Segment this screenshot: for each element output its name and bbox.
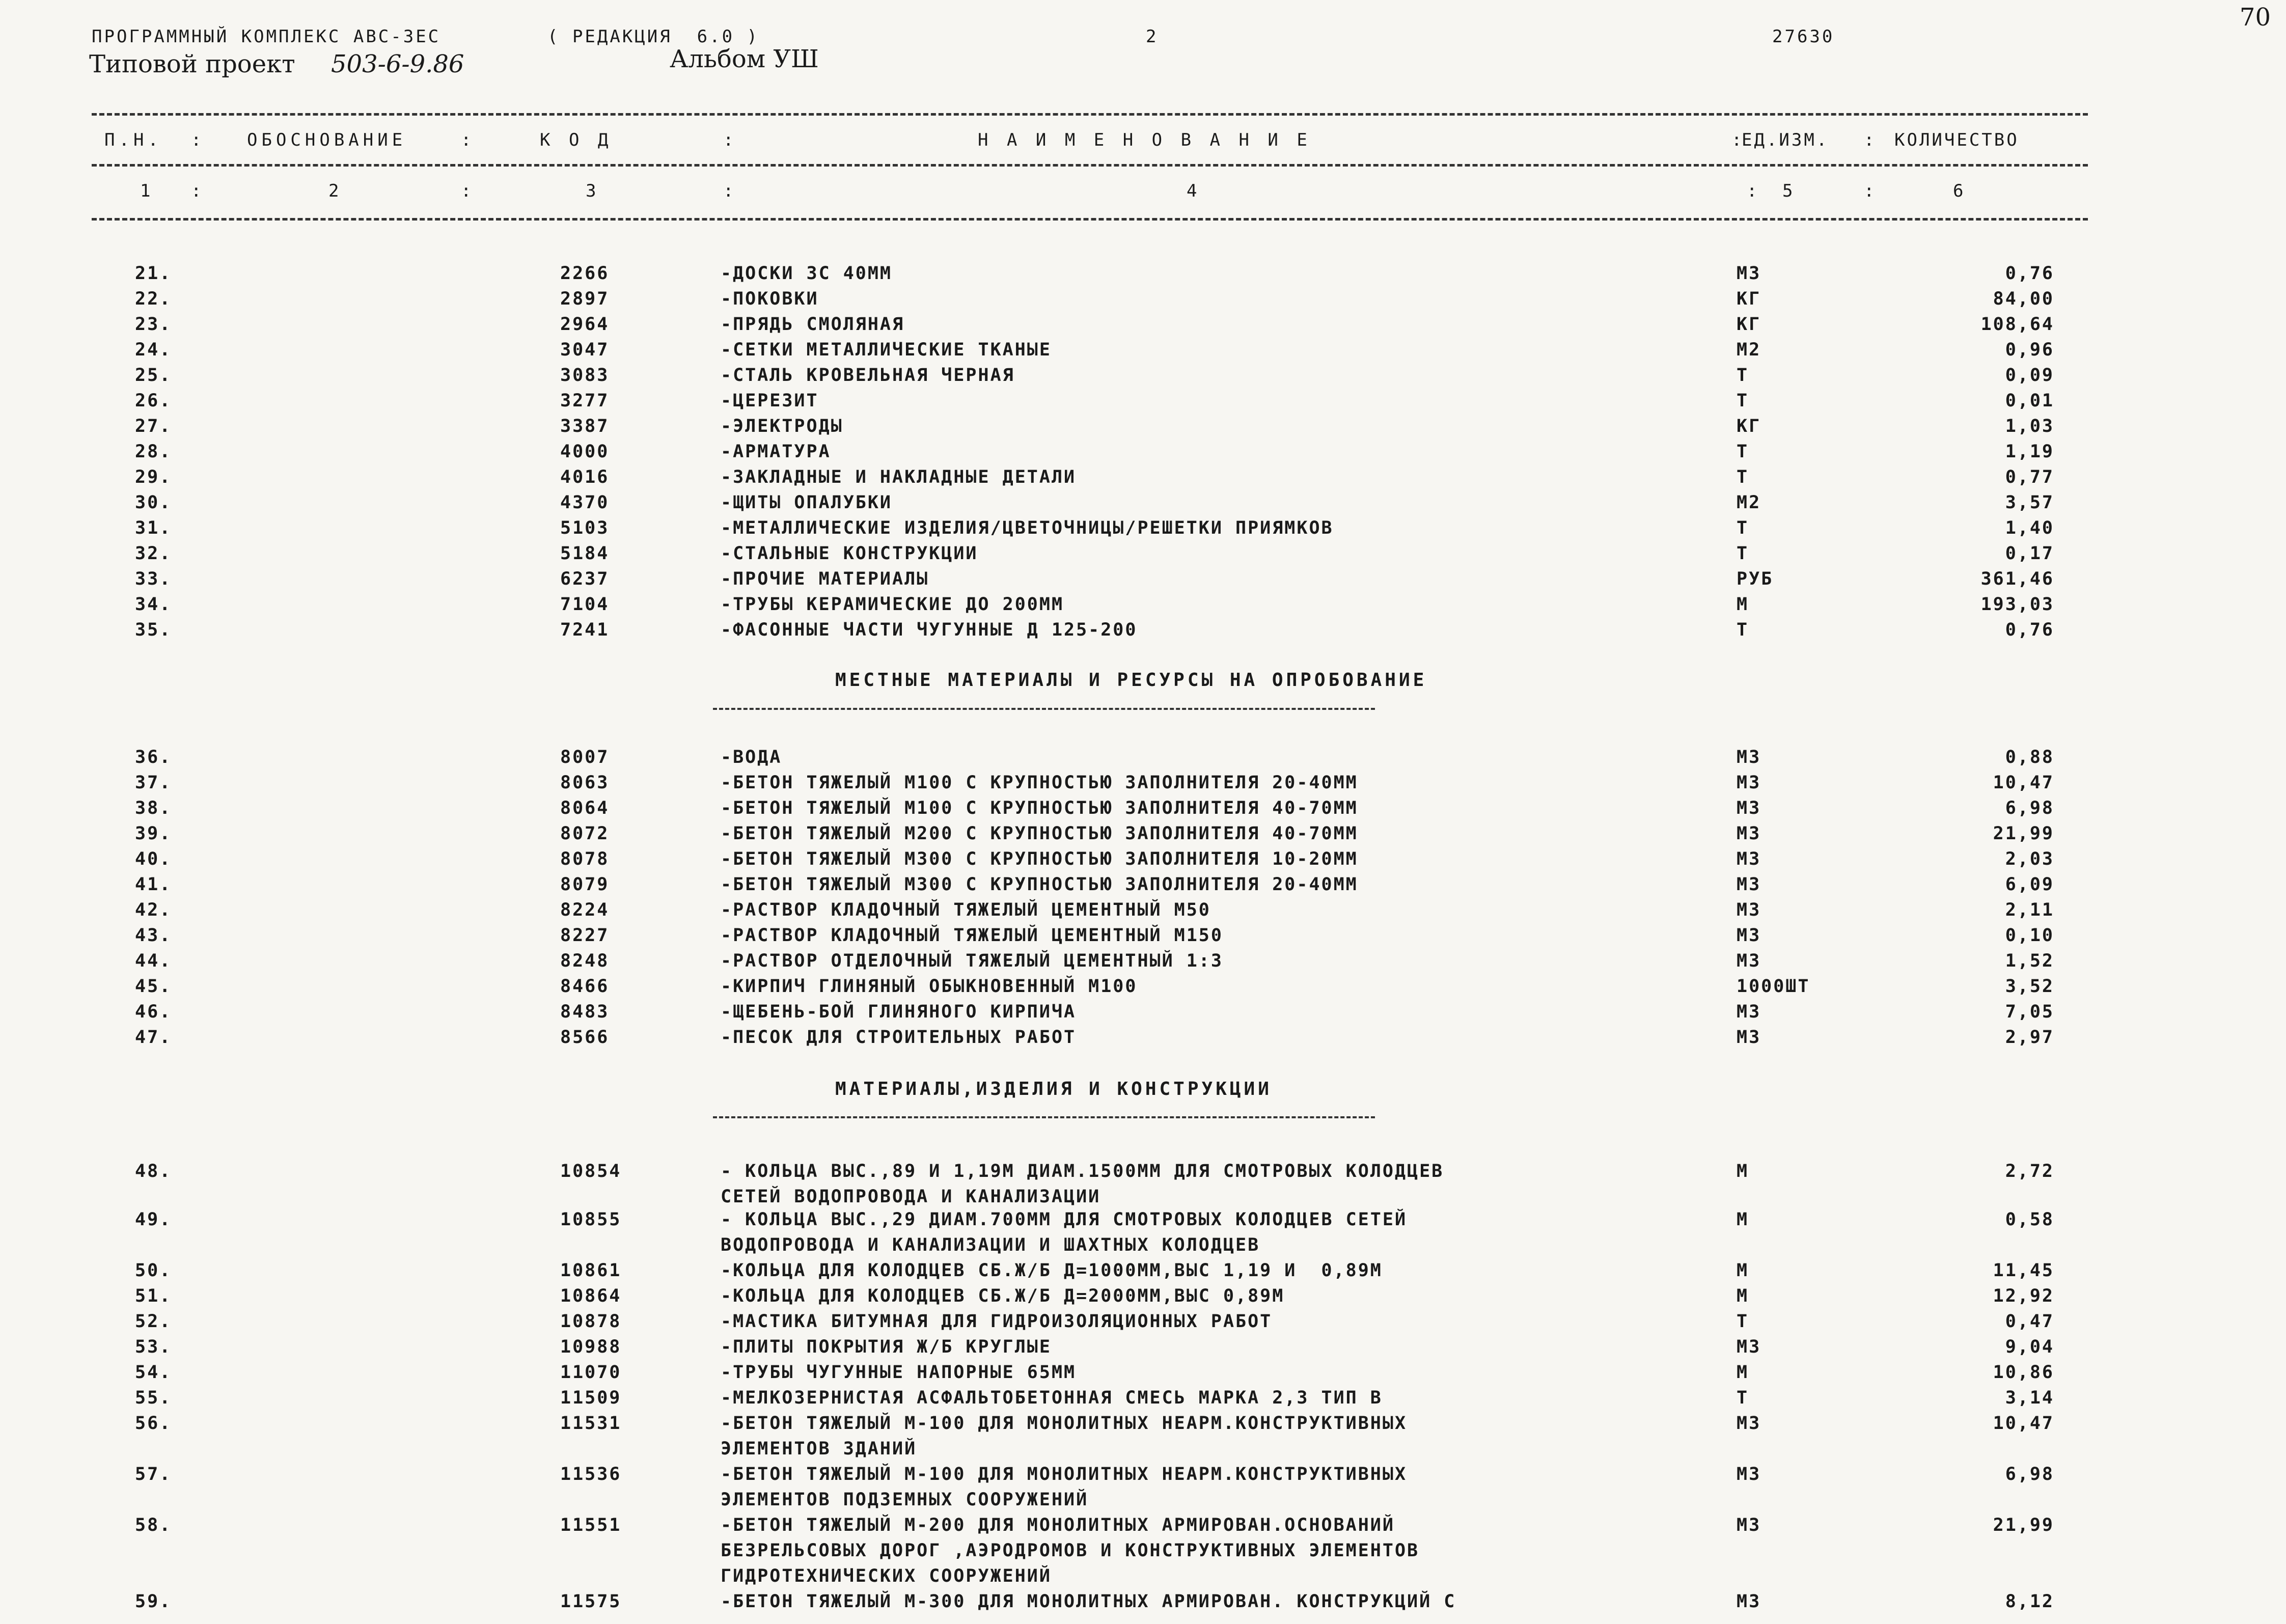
table-row (0, 770, 2286, 795)
cell-name: ЭЛЕМЕНТОВ ЗДАНИЙ (721, 1439, 917, 1459)
table-row (0, 1462, 2286, 1487)
col-header-code: К О Д (540, 130, 613, 150)
cell-name: -БЕТОН ТЯЖЕЛЫЙ М300 С КРУПНОСТЬЮ ЗАПОЛНИТЕЛЯ 10-20ММ (721, 849, 1358, 869)
cell-name: ГИДРОТЕХНИЧЕСКИХ СООРУЖЕНИЙ (721, 1566, 1052, 1586)
cell-code: 5103 (560, 518, 610, 538)
cell-name: -СТАЛЬ КРОВЕЛЬНАЯ ЧЕРНАЯ (721, 365, 1015, 386)
col-number: 2 (328, 181, 339, 201)
cell-item-number: 42. (135, 900, 172, 920)
cell-unit: Т (1737, 467, 1749, 487)
cell-item-number: 38. (135, 798, 172, 818)
table-row (0, 439, 2286, 464)
cell-unit: М (1737, 1362, 1749, 1383)
table-row (0, 414, 2286, 439)
cell-item-number: 31. (135, 518, 172, 538)
cell-name: -ПЕСОК ДЛЯ СТРОИТЕЛЬНЫХ РАБОТ (721, 1027, 1077, 1048)
cell-name: - КОЛЬЦА ВЫС.,89 И 1,19М ДИАМ.1500ММ ДЛЯ СМОТРОВЫХ КОЛОДЦЕВ (721, 1161, 1444, 1181)
cell-quantity: 3,57 (2005, 492, 2054, 513)
table-row-continuation (0, 1563, 2286, 1589)
project-label: Типовой проект (89, 50, 295, 78)
cell-unit: РУБ (1737, 569, 1774, 589)
cell-item-number: 48. (135, 1161, 172, 1181)
cell-unit: М3 (1737, 925, 1761, 946)
cell-unit: Т (1737, 442, 1749, 462)
col-header-name: Н А И М Е Н О В А Н И Е (978, 130, 1311, 150)
cell-code: 8224 (560, 900, 610, 920)
cell-quantity: 0,77 (2005, 467, 2054, 487)
cell-unit: М (1737, 1260, 1749, 1281)
col-sep: : (1864, 130, 1879, 150)
cell-quantity: 2,97 (2005, 1027, 2054, 1048)
cell-unit: Т (1737, 1388, 1749, 1408)
cell-name: -КОЛЬЦА ДЛЯ КОЛОДЦЕВ СБ.Ж/Б Д=2000ММ,ВЫС 0,89М (721, 1286, 1285, 1306)
cell-name: -КОЛЬЦА ДЛЯ КОЛОДЦЕВ СБ.Ж/Б Д=1000ММ,ВЫС 1,19 И 0,89М (721, 1260, 1383, 1281)
cell-quantity: 0,17 (2005, 543, 2054, 564)
col-number: 3 (586, 181, 596, 201)
cell-quantity: 84,00 (1993, 289, 2054, 309)
col-header-pn: П.Н. (104, 130, 162, 150)
cell-item-number: 30. (135, 492, 172, 513)
cell-quantity: 361,46 (1980, 569, 2054, 589)
col-number: 1 (140, 181, 151, 201)
cell-unit: М3 (1737, 1027, 1761, 1048)
table-row (0, 846, 2286, 872)
cell-name: СЕТЕЙ ВОДОПРОВОДА И КАНАЛИЗАЦИИ (721, 1187, 1101, 1207)
cell-unit: М3 (1737, 263, 1761, 284)
table-row-continuation (0, 1538, 2286, 1563)
cell-name: -ТРУБЫ ЧУГУННЫЕ НАПОРНЫЕ 65ММ (721, 1362, 1077, 1383)
table-row (0, 1512, 2286, 1538)
table-row (0, 1258, 2286, 1283)
cell-quantity: 12,92 (1993, 1286, 2054, 1306)
cell-item-number: 58. (135, 1515, 172, 1535)
cell-code: 8007 (560, 747, 610, 767)
cell-name: БЕЗРЕЛЬСОВЫХ ДОРОГ ,АЭРОДРОМОВ И КОНСТРУКТИВНЫХ ЭЛЕМЕНТОВ (721, 1540, 1420, 1561)
col-number: 6 (1953, 181, 1964, 201)
cell-unit: М3 (1737, 823, 1761, 844)
cell-item-number: 27. (135, 416, 172, 436)
table-row (0, 795, 2286, 821)
cell-quantity: 0,88 (2005, 747, 2054, 767)
table-row (0, 337, 2286, 363)
cell-code: 10855 (560, 1209, 622, 1230)
cell-name: -БЕТОН ТЯЖЕЛЫЙ М300 С КРУПНОСТЬЮ ЗАПОЛНИТЕЛЯ 20-40ММ (721, 874, 1358, 895)
cell-item-number: 50. (135, 1260, 172, 1281)
cell-item-number: 52. (135, 1311, 172, 1332)
cell-unit: М3 (1737, 900, 1761, 920)
cell-name: ЭЛЕМЕНТОВ ПОДЗЕМНЫХ СООРУЖЕНИЙ (721, 1490, 1089, 1510)
cell-unit: М3 (1737, 1464, 1761, 1484)
cell-unit: КГ (1737, 289, 1761, 309)
edition: ( РЕДАКЦИЯ 6.0 ) (547, 26, 759, 47)
cell-unit: М3 (1737, 951, 1761, 971)
cell-code: 8078 (560, 849, 610, 869)
cell-name: -КИРПИЧ ГЛИНЯНЫЙ ОБЫКНОВЕННЫЙ М100 (721, 976, 1138, 997)
cell-code: 10861 (560, 1260, 622, 1281)
cell-item-number: 56. (135, 1413, 172, 1434)
table-row (0, 1411, 2286, 1436)
cell-name: -БЕТОН ТЯЖЕЛЫЙ М-300 ДЛЯ МОНОЛИТНЫХ АРМИРОВАН. КОНСТРУКЦИЙ С (721, 1591, 1456, 1612)
cell-code: 11536 (560, 1464, 622, 1484)
cell-name: -БЕТОН ТЯЖЕЛЫЙ М-100 ДЛЯ МОНОЛИТНЫХ НЕАРМ.КОНСТРУКТИВНЫХ (721, 1413, 1408, 1434)
cell-quantity: 0,76 (2005, 620, 2054, 640)
cell-item-number: 51. (135, 1286, 172, 1306)
col-sep: : (461, 130, 476, 150)
table-row (0, 286, 2286, 312)
cell-quantity: 9,04 (2005, 1337, 2054, 1357)
cell-code: 2897 (560, 289, 610, 309)
section-underline (713, 1116, 1375, 1118)
cell-unit: М3 (1737, 849, 1761, 869)
cell-quantity: 6,09 (2005, 874, 2054, 895)
cell-code: 4016 (560, 467, 610, 487)
cell-name: -ТРУБЫ КЕРАМИЧЕСКИЕ ДО 200ММ (721, 594, 1064, 615)
cell-name: -ПРОЧИЕ МАТЕРИАЛЫ (721, 569, 929, 589)
table-row (0, 999, 2286, 1025)
cell-quantity: 1,40 (2005, 518, 2054, 538)
cell-item-number: 33. (135, 569, 172, 589)
cell-name: -МЕЛКОЗЕРНИСТАЯ АСФАЛЬТОБЕТОННАЯ СМЕСЬ МАРКА 2,3 ТИП В (721, 1388, 1383, 1408)
cell-code: 11070 (560, 1362, 622, 1383)
album-label: Альбом УШ (670, 45, 819, 73)
cell-item-number: 54. (135, 1362, 172, 1383)
table-row (0, 388, 2286, 414)
cell-quantity: 7,05 (2005, 1002, 2054, 1022)
cell-code: 7241 (560, 620, 610, 640)
cell-code: 4370 (560, 492, 610, 513)
col-sep: : (1731, 130, 1746, 150)
section-heading-local-materials: МЕСТНЫЕ МАТЕРИАЛЫ И РЕСУРСЫ НА ОПРОБОВАНИЕ (835, 670, 1427, 691)
table-row (0, 897, 2286, 923)
col-header-unit: ЕД.ИЗМ. (1742, 130, 1829, 150)
cell-item-number: 47. (135, 1027, 172, 1048)
cell-code: 2964 (560, 314, 610, 335)
cell-code: 8072 (560, 823, 610, 844)
cell-unit: Т (1737, 1311, 1749, 1332)
cell-name: -БЕТОН ТЯЖЕЛЫЙ М-200 ДЛЯ МОНОЛИТНЫХ АРМИРОВАН.ОСНОВАНИЙ (721, 1515, 1395, 1535)
table-row (0, 948, 2286, 974)
table-row-continuation (0, 1487, 2286, 1512)
cell-code: 8079 (560, 874, 610, 895)
cell-name: -ФАСОННЫЕ ЧАСТИ ЧУГУННЫЕ Д 125-200 (721, 620, 1138, 640)
cell-name: -ПОКОВКИ (721, 289, 819, 309)
table-row (0, 515, 2286, 541)
table-row (0, 1025, 2286, 1050)
cell-item-number: 41. (135, 874, 172, 895)
cell-code: 10988 (560, 1337, 622, 1357)
table-row (0, 1283, 2286, 1309)
cell-name: -ЗАКЛАДНЫЕ И НАКЛАДНЫЕ ДЕТАЛИ (721, 467, 1077, 487)
col-number: 4 (1187, 181, 1197, 201)
cell-item-number: 36. (135, 747, 172, 767)
table-row (0, 617, 2286, 643)
cell-code: 3083 (560, 365, 610, 386)
table-row (0, 745, 2286, 770)
cell-code: 8064 (560, 798, 610, 818)
cell-unit: Т (1737, 543, 1749, 564)
project-number: 503-6-9.86 (331, 50, 464, 78)
cell-item-number: 23. (135, 314, 172, 335)
cell-code: 3047 (560, 340, 610, 360)
col-header-qty: КОЛИЧЕСТВО (1894, 130, 2019, 150)
table-row (0, 592, 2286, 617)
cell-unit: М3 (1737, 1591, 1761, 1612)
cell-code: 3387 (560, 416, 610, 436)
program-name: ПРОГРАММНЫЙ КОМПЛЕКС АВС-3ЕС (92, 26, 441, 47)
header-rule-bottom (92, 218, 2088, 221)
header-rule-middle (92, 164, 2088, 167)
table-row (0, 1589, 2286, 1614)
table-row-continuation (0, 1184, 2286, 1209)
page-number: 70 (2239, 3, 2271, 32)
cell-item-number: 37. (135, 773, 172, 793)
cell-quantity: 0,09 (2005, 365, 2054, 386)
cell-unit: М3 (1737, 1515, 1761, 1535)
cell-quantity: 3,52 (2005, 976, 2054, 997)
col-sep: : (191, 130, 206, 150)
section-underline (713, 708, 1375, 710)
cell-unit: Т (1737, 518, 1749, 538)
cell-code: 8248 (560, 951, 610, 971)
cell-name: -БЕТОН ТЯЖЕЛЫЙ М100 С КРУПНОСТЬЮ ЗАПОЛНИТЕЛЯ 40-70ММ (721, 798, 1358, 818)
cell-name: -ПЛИТЫ ПОКРЫТИЯ Ж/Б КРУГЛЫЕ (721, 1337, 1052, 1357)
cell-unit: М3 (1737, 874, 1761, 895)
cell-quantity: 10,47 (1993, 1413, 2054, 1434)
cell-quantity: 21,99 (1993, 1515, 2054, 1535)
cell-name: -ДОСКИ 3С 40ММ (721, 263, 893, 284)
cell-name: -ЦЕРЕЗИТ (721, 391, 819, 411)
cell-quantity: 11,45 (1993, 1260, 2054, 1281)
cell-item-number: 34. (135, 594, 172, 615)
cell-item-number: 49. (135, 1209, 172, 1230)
col-sep: : (1864, 181, 1875, 201)
col-header-basis: ОБОСНОВАНИЕ (247, 130, 407, 150)
table-row (0, 363, 2286, 388)
cell-unit: Т (1737, 391, 1749, 411)
cell-unit: М (1737, 594, 1749, 615)
cell-quantity: 10,86 (1993, 1362, 2054, 1383)
cell-item-number: 55. (135, 1388, 172, 1408)
cell-code: 10864 (560, 1286, 622, 1306)
cell-code: 8466 (560, 976, 610, 997)
cell-name: -РАСТВОР ОТДЕЛОЧНЫЙ ТЯЖЕЛЫЙ ЦЕМЕНТНЫЙ 1:3 (721, 951, 1223, 971)
col-sep: : (723, 181, 734, 201)
cell-quantity: 0,58 (2005, 1209, 2054, 1230)
cell-name: -ПРЯДЬ СМОЛЯНАЯ (721, 314, 905, 335)
cell-quantity: 10,47 (1993, 773, 2054, 793)
cell-name: -СТАЛЬНЫЕ КОНСТРУКЦИИ (721, 543, 978, 564)
table-row (0, 1385, 2286, 1411)
cell-quantity: 0,10 (2005, 925, 2054, 946)
col-sep: : (1747, 181, 1757, 201)
section-heading-materials: МАТЕРИАЛЫ,ИЗДЕЛИЯ И КОНСТРУКЦИИ (835, 1079, 1272, 1099)
cell-item-number: 53. (135, 1337, 172, 1357)
table-row-continuation (0, 1232, 2286, 1258)
cell-item-number: 44. (135, 951, 172, 971)
cell-code: 10878 (560, 1311, 622, 1332)
cell-code: 2266 (560, 263, 610, 284)
cell-name: -ЩИТЫ ОПАЛУБКИ (721, 492, 893, 513)
cell-name: -СЕТКИ МЕТАЛЛИЧЕСКИЕ ТКАНЫЕ (721, 340, 1052, 360)
cell-unit: М3 (1737, 773, 1761, 793)
table-row (0, 821, 2286, 846)
cell-name: -РАСТВОР КЛАДОЧНЫЙ ТЯЖЕЛЫЙ ЦЕМЕНТНЫЙ М50 (721, 900, 1211, 920)
cell-name: -ЩЕБЕНЬ-БОЙ ГЛИНЯНОГО КИРПИЧА (721, 1002, 1077, 1022)
cell-quantity: 8,12 (2005, 1591, 2054, 1612)
cell-quantity: 0,96 (2005, 340, 2054, 360)
document-code: 27630 (1772, 26, 1835, 47)
table-row (0, 566, 2286, 592)
cell-quantity: 193,03 (1980, 594, 2054, 615)
col-number: 5 (1782, 181, 1793, 201)
table-row (0, 1309, 2286, 1334)
cell-item-number: 22. (135, 289, 172, 309)
table-row (0, 312, 2286, 337)
cell-unit: М (1737, 1209, 1749, 1230)
col-sep: : (723, 130, 738, 150)
cell-quantity: 0,47 (2005, 1311, 2054, 1332)
cell-code: 8063 (560, 773, 610, 793)
cell-name: -РАСТВОР КЛАДОЧНЫЙ ТЯЖЕЛЫЙ ЦЕМЕНТНЫЙ М150 (721, 925, 1223, 946)
cell-unit: М (1737, 1161, 1749, 1181)
cell-name: -БЕТОН ТЯЖЕЛЫЙ М-100 ДЛЯ МОНОЛИТНЫХ НЕАРМ.КОНСТРУКТИВНЫХ (721, 1464, 1408, 1484)
cell-quantity: 6,98 (2005, 798, 2054, 818)
cell-item-number: 57. (135, 1464, 172, 1484)
cell-name: - КОЛЬЦА ВЫС.,29 ДИАМ.700ММ ДЛЯ СМОТРОВЫХ КОЛОДЦЕВ СЕТЕЙ (721, 1209, 1408, 1230)
cell-code: 11575 (560, 1591, 622, 1612)
cell-unit: Т (1737, 365, 1749, 386)
cell-item-number: 45. (135, 976, 172, 997)
cell-item-number: 32. (135, 543, 172, 564)
cell-code: 8227 (560, 925, 610, 946)
cell-item-number: 35. (135, 620, 172, 640)
cell-item-number: 40. (135, 849, 172, 869)
table-row (0, 872, 2286, 897)
cell-unit: М3 (1737, 798, 1761, 818)
cell-quantity: 108,64 (1980, 314, 2054, 335)
cell-quantity: 1,52 (2005, 951, 2054, 971)
cell-quantity: 1,19 (2005, 442, 2054, 462)
cell-name: -БЕТОН ТЯЖЕЛЫЙ М200 С КРУПНОСТЬЮ ЗАПОЛНИТЕЛЯ 40-70ММ (721, 823, 1358, 844)
cell-quantity: 6,98 (2005, 1464, 2054, 1484)
cell-code: 10854 (560, 1161, 622, 1181)
cell-code: 11509 (560, 1388, 622, 1408)
cell-name: -МЕТАЛЛИЧЕСКИЕ ИЗДЕЛИЯ/ЦВЕТОЧНИЦЫ/РЕШЕТКИ ПРИЯМКОВ (721, 518, 1334, 538)
table-row (0, 1207, 2286, 1232)
cell-quantity: 2,72 (2005, 1161, 2054, 1181)
table-row (0, 464, 2286, 490)
cell-quantity: 2,11 (2005, 900, 2054, 920)
cell-unit: М2 (1737, 492, 1761, 513)
cell-item-number: 39. (135, 823, 172, 844)
cell-item-number: 21. (135, 263, 172, 284)
cell-unit: Т (1737, 620, 1749, 640)
sheet-number: 2 (1146, 26, 1159, 47)
col-sep: : (191, 181, 202, 201)
cell-item-number: 26. (135, 391, 172, 411)
cell-code: 4000 (560, 442, 610, 462)
cell-code: 6237 (560, 569, 610, 589)
cell-name: -БЕТОН ТЯЖЕЛЫЙ М100 С КРУПНОСТЬЮ ЗАПОЛНИТЕЛЯ 20-40ММ (721, 773, 1358, 793)
col-sep: : (461, 181, 472, 201)
cell-quantity: 2,03 (2005, 849, 2054, 869)
table-row (0, 1334, 2286, 1360)
cell-code: 11551 (560, 1515, 622, 1535)
table-row (0, 1159, 2286, 1184)
table-row (0, 974, 2286, 999)
header-rule-top (92, 113, 2088, 116)
cell-code: 8566 (560, 1027, 610, 1048)
table-row (0, 923, 2286, 948)
cell-item-number: 24. (135, 340, 172, 360)
cell-item-number: 59. (135, 1591, 172, 1612)
table-row (0, 541, 2286, 566)
cell-code: 11531 (560, 1413, 622, 1434)
cell-quantity: 3,14 (2005, 1388, 2054, 1408)
cell-name: ВОДОПРОВОДА И КАНАЛИЗАЦИИ И ШАХТНЫХ КОЛОДЦЕВ (721, 1235, 1260, 1255)
cell-item-number: 29. (135, 467, 172, 487)
cell-quantity: 21,99 (1993, 823, 2054, 844)
cell-unit: М3 (1737, 1413, 1761, 1434)
cell-unit: М (1737, 1286, 1749, 1306)
cell-unit: 1000ШТ (1737, 976, 1810, 997)
cell-unit: КГ (1737, 314, 1761, 335)
cell-unit: КГ (1737, 416, 1761, 436)
table-row (0, 490, 2286, 515)
cell-unit: М3 (1737, 1002, 1761, 1022)
cell-unit: М2 (1737, 340, 1761, 360)
cell-unit: М3 (1737, 1337, 1761, 1357)
cell-name: -ЭЛЕКТРОДЫ (721, 416, 843, 436)
cell-quantity: 0,01 (2005, 391, 2054, 411)
cell-item-number: 46. (135, 1002, 172, 1022)
cell-quantity: 1,03 (2005, 416, 2054, 436)
cell-item-number: 25. (135, 365, 172, 386)
cell-name: -АРМАТУРА (721, 442, 831, 462)
cell-name: -МАСТИКА БИТУМНАЯ ДЛЯ ГИДРОИЗОЛЯЦИОННЫХ РАБОТ (721, 1311, 1273, 1332)
cell-code: 8483 (560, 1002, 610, 1022)
cell-name: -ВОДА (721, 747, 782, 767)
cell-unit: М3 (1737, 747, 1761, 767)
cell-quantity: 0,76 (2005, 263, 2054, 284)
table-row-continuation (0, 1436, 2286, 1462)
table-row (0, 261, 2286, 286)
table-row (0, 1360, 2286, 1385)
cell-code: 7104 (560, 594, 610, 615)
cell-code: 3277 (560, 391, 610, 411)
cell-code: 5184 (560, 543, 610, 564)
cell-item-number: 28. (135, 442, 172, 462)
cell-item-number: 43. (135, 925, 172, 946)
